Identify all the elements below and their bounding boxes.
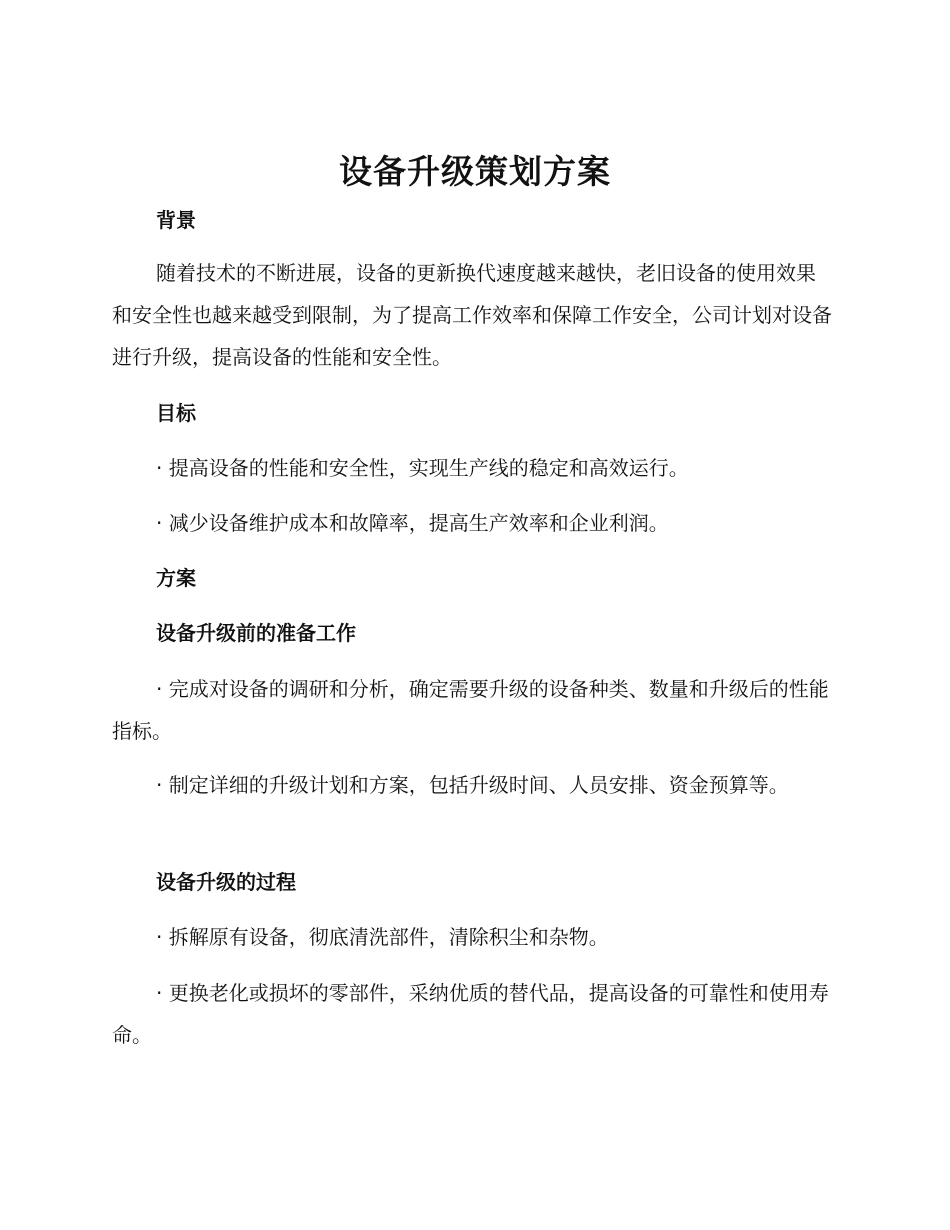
section-heading-goals: 目标: [156, 401, 196, 425]
preparation-item-1: · 完成对设备的调研和分析，确定需要升级的设备种类、数量和升级后的性能指标。: [112, 677, 829, 743]
section-heading-background: 背景: [156, 208, 196, 232]
goal-item-1: · 提高设备的性能和安全性，实现生产线的稳定和高效运行。: [156, 456, 689, 480]
section-heading-plan: 方案: [156, 566, 196, 590]
process-item-1: · 拆解原有设备，彻底清洗部件，清除积尘和杂物。: [156, 925, 609, 949]
process-item-2: · 更换老化或损坏的零部件，采纳优质的替代品，提高设备的可靠性和使用寿命。: [112, 981, 829, 1047]
subsection-heading-preparation: 设备升级前的准备工作: [156, 621, 356, 645]
subsection-heading-process: 设备升级的过程: [156, 870, 296, 894]
background-paragraph: 随着技术的不断进展，设备的更新换代速度越来越快，老旧设备的使用效果和安全性也越来越受到限制，为了提高工作效率和保障工作安全，公司计划对设备进行升级，提高设备的性能和安全性。: [112, 261, 832, 369]
goal-item-2: · 减少设备维护成本和故障率，提高生产效率和企业利润。: [156, 511, 669, 535]
preparation-item-2: · 制定详细的升级计划和方案，包括升级时间、人员安排、资金预算等。: [156, 773, 789, 797]
document-title: 设备升级策划方案: [339, 152, 611, 191]
